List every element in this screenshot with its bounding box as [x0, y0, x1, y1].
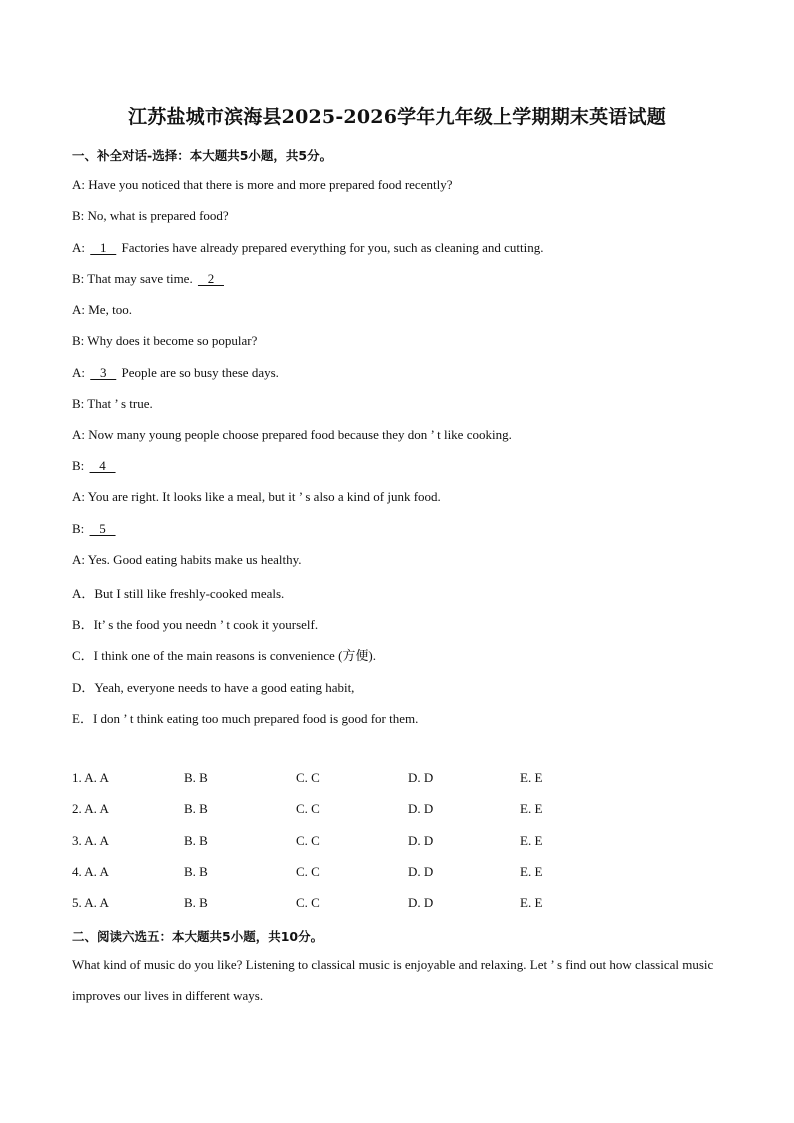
answer-row [72, 833, 632, 851]
dialogue-line: B: That ’ s true. [72, 396, 153, 411]
choice-e: E．I don ’ t think eating too much prepared food is good for them. [72, 711, 419, 726]
answer-option[interactable]: B. B [184, 864, 208, 879]
dialogue-line: A: 3 People are so busy these days. [72, 365, 279, 380]
dialogue-line: A: Yes. Good eating habits make us healthy. [72, 552, 302, 567]
answer-option[interactable]: E. E [520, 895, 543, 910]
dialogue-line: A: You are right. It looks like a meal, but it ’ s also a kind of junk food. [72, 489, 441, 504]
answer-option[interactable]: C. C [296, 770, 320, 785]
answer-option[interactable]: 3. A. A [72, 833, 109, 848]
blank-4: 4 [89, 458, 116, 473]
blank-5: 5 [89, 521, 116, 536]
answer-option[interactable]: E. E [520, 801, 543, 816]
section-1-heading: 一、补全对话-选择：本大题共5小题，共5分。 [72, 148, 333, 163]
answer-option[interactable]: 5. A. A [72, 895, 109, 910]
answer-option[interactable]: D. D [408, 833, 434, 848]
answer-option[interactable]: E. E [520, 770, 543, 785]
dialogue-line: A: 1 Factories have already prepared everything for you, such as cleaning and cutting. [72, 240, 544, 255]
dialogue-line: A: Me, too. [72, 302, 132, 317]
dialogue-line: B: 4 [72, 458, 116, 473]
dialogue-line: A: Have you noticed that there is more and more prepared food recently? [72, 177, 453, 192]
answer-option[interactable]: 4. A. A [72, 864, 109, 879]
section-2-heading: 二、阅读六选五：本大题共5小题，共10分。 [72, 929, 324, 944]
answer-option[interactable]: C. C [296, 833, 320, 848]
dialogue-line: B: Why does it become so popular? [72, 333, 258, 348]
choice-b: B．It’ s the food you needn ’ t cook it yourself. [72, 617, 319, 632]
answer-option[interactable]: C. C [296, 801, 320, 816]
answer-option[interactable]: E. E [520, 833, 543, 848]
blank-3: 3 [90, 365, 117, 380]
answer-option[interactable]: B. B [184, 801, 208, 816]
dialogue-line: A: Now many young people choose prepared food because they don ’ t like cooking. [72, 427, 512, 442]
answer-option[interactable]: D. D [408, 801, 434, 816]
dialogue-line: B: 5 [72, 521, 116, 536]
choice-d: D．Yeah, everyone needs to have a good eating habit, [72, 680, 355, 695]
choice-a: A．But I still like freshly-cooked meals. [72, 586, 285, 601]
answer-option[interactable]: B. B [184, 833, 208, 848]
answer-option[interactable]: C. C [296, 895, 320, 910]
answer-option[interactable]: C. C [296, 864, 320, 879]
answer-row [72, 801, 632, 819]
reading-paragraph: What kind of music do you like? Listening to classical music is enjoyable and relaxing. Let ’ s find out how classical music improves our lives in different ways. [72, 957, 714, 1003]
answer-option[interactable]: B. B [184, 770, 208, 785]
answer-option[interactable]: D. D [408, 895, 434, 910]
answer-option[interactable]: 2. A. A [72, 801, 109, 816]
answer-option[interactable]: 1. A. A [72, 770, 109, 785]
answer-row [72, 770, 632, 788]
dialogue-line: B: That may save time. 2 [72, 271, 224, 286]
answer-option[interactable]: E. E [520, 864, 543, 879]
answer-row [72, 895, 632, 913]
page-title: 江苏盐城市滨海县2025-2026学年九年级上学期期末英语试题 [128, 106, 666, 128]
blank-1: 1 [90, 240, 117, 255]
choice-c: C．I think one of the main reasons is convenience (方便). [72, 648, 376, 663]
answer-option[interactable]: D. D [408, 864, 434, 879]
dialogue-line: B: No, what is prepared food? [72, 208, 229, 223]
answer-row [72, 864, 632, 882]
answer-option[interactable]: D. D [408, 770, 434, 785]
blank-2: 2 [197, 271, 224, 286]
answer-option[interactable]: B. B [184, 895, 208, 910]
